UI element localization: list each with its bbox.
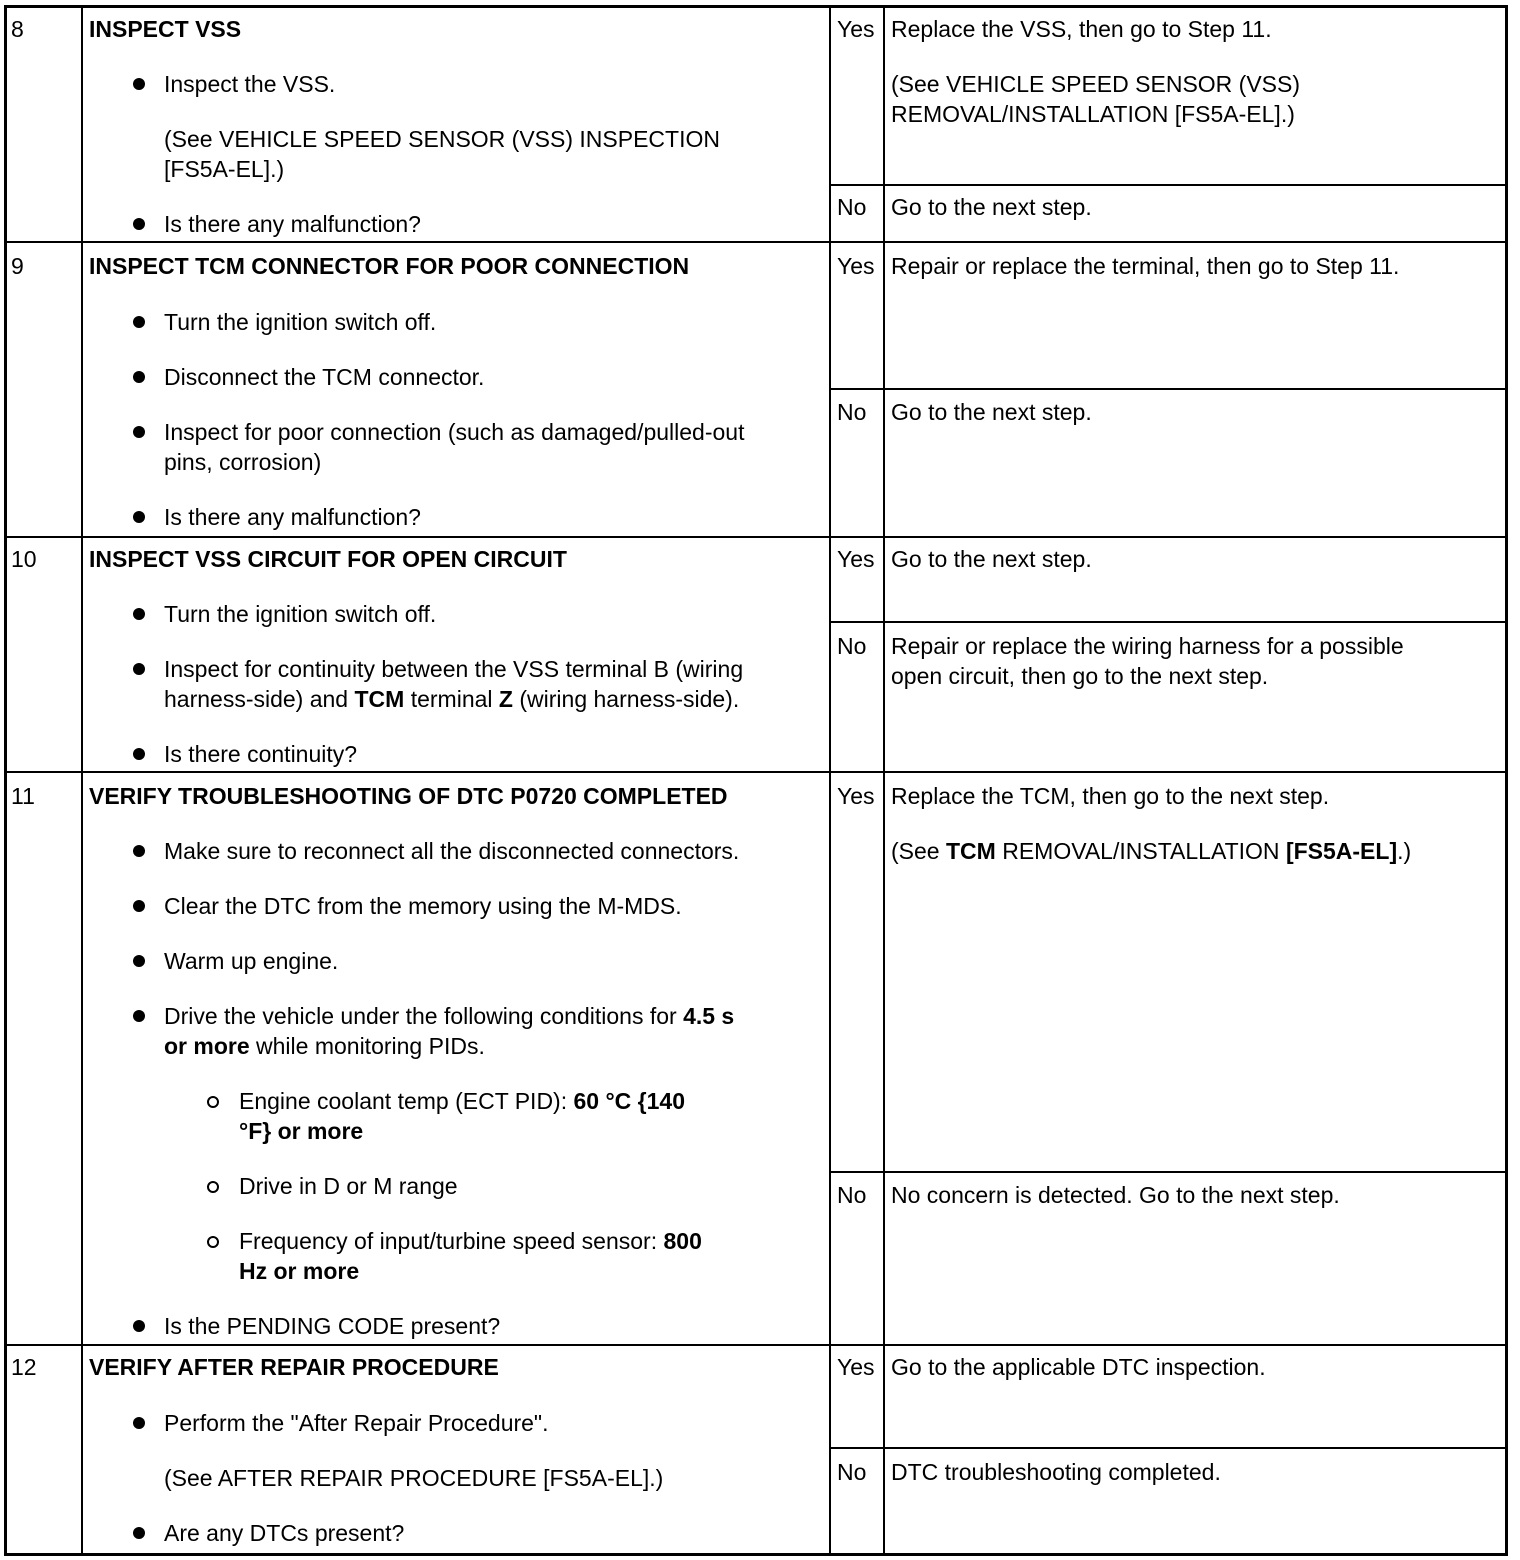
yes-reference-cont: REMOVAL/INSTALLATION [FS5A-EL].) bbox=[891, 101, 1295, 127]
sub-bullet: Frequency of input/turbine speed sensor: 800 bbox=[239, 1228, 702, 1254]
row-divider bbox=[4, 536, 1508, 538]
sub-bullet-cont: Hz or more bbox=[239, 1258, 360, 1284]
step-bullet: Clear the DTC from the memory using the M-MDS. bbox=[164, 893, 682, 919]
step-bullet: Inspect for continuity between the VSS terminal B (wiring bbox=[164, 656, 744, 682]
no-label: No bbox=[837, 399, 867, 425]
no-label: No bbox=[837, 633, 867, 659]
bullet-icon bbox=[133, 1417, 145, 1429]
no-label: No bbox=[837, 1459, 867, 1485]
step-bullet: Disconnect the TCM connector. bbox=[164, 364, 485, 390]
yes-label: Yes bbox=[837, 1354, 875, 1380]
sub-bullet-cont: °F} or more bbox=[239, 1118, 364, 1144]
yes-no-divider bbox=[829, 1171, 1508, 1173]
bullet-icon bbox=[133, 608, 145, 620]
step-bullet: Is there any malfunction? bbox=[164, 211, 421, 237]
step-title: INSPECT VSS CIRCUIT FOR OPEN CIRCUIT bbox=[89, 546, 567, 572]
row-divider bbox=[4, 241, 1508, 243]
step-title: VERIFY TROUBLESHOOTING OF DTC P0720 COMPLETED bbox=[89, 783, 728, 809]
step-number: 11 bbox=[11, 783, 35, 809]
step-bullet-cont: pins, corrosion) bbox=[164, 449, 322, 475]
step-number: 9 bbox=[11, 253, 24, 279]
yes-action: Go to the next step. bbox=[891, 546, 1092, 572]
step-bullet: Inspect for poor connection (such as damaged/pulled-out bbox=[164, 419, 745, 445]
yes-no-divider bbox=[829, 184, 1508, 186]
yes-action: Repair or replace the terminal, then go to Step 11. bbox=[891, 253, 1400, 279]
step-title: INSPECT TCM CONNECTOR FOR POOR CONNECTION bbox=[89, 253, 690, 279]
step-bullet: Perform the "After Repair Procedure". bbox=[164, 1410, 549, 1436]
yes-action: Go to the applicable DTC inspection. bbox=[891, 1354, 1266, 1380]
column-divider bbox=[829, 5, 831, 1556]
step-bullet: Are any DTCs present? bbox=[164, 1520, 405, 1546]
step-bullet: Turn the ignition switch off. bbox=[164, 309, 437, 335]
bullet-icon bbox=[133, 1010, 145, 1022]
bullet-icon bbox=[133, 663, 145, 675]
step-bullet-cont: or more while monitoring PIDs. bbox=[164, 1033, 485, 1059]
yes-no-divider bbox=[829, 621, 1508, 623]
bullet-icon bbox=[133, 78, 145, 90]
step-bullet: Make sure to reconnect all the disconnected connectors. bbox=[164, 838, 740, 864]
yes-label: Yes bbox=[837, 16, 875, 42]
row-divider bbox=[4, 771, 1508, 773]
bullet-icon bbox=[133, 900, 145, 912]
no-action: Go to the next step. bbox=[891, 399, 1092, 425]
step-title: VERIFY AFTER REPAIR PROCEDURE bbox=[89, 1354, 499, 1380]
bullet-icon bbox=[133, 955, 145, 967]
column-divider bbox=[883, 5, 885, 1556]
yes-label: Yes bbox=[837, 253, 875, 279]
yes-reference: (See VEHICLE SPEED SENSOR (VSS) bbox=[891, 71, 1301, 97]
step-title: INSPECT VSS bbox=[89, 16, 242, 42]
yes-label: Yes bbox=[837, 546, 875, 572]
bullet-icon bbox=[133, 845, 145, 857]
yes-label: Yes bbox=[837, 783, 875, 809]
bullet-icon bbox=[133, 511, 145, 523]
step-number: 10 bbox=[11, 546, 37, 572]
column-divider bbox=[81, 5, 83, 1556]
no-action: Go to the next step. bbox=[891, 194, 1092, 220]
sub-bullet-icon bbox=[207, 1096, 219, 1108]
yes-no-divider bbox=[829, 1447, 1508, 1449]
no-label: No bbox=[837, 1182, 867, 1208]
reference-note: (See AFTER REPAIR PROCEDURE [FS5A-EL].) bbox=[164, 1465, 664, 1491]
sub-bullet-icon bbox=[207, 1181, 219, 1193]
bullet-icon bbox=[133, 426, 145, 438]
bullet-icon bbox=[133, 316, 145, 328]
step-bullet: Drive the vehicle under the following conditions for 4.5 s bbox=[164, 1003, 735, 1029]
step-number: 12 bbox=[11, 1354, 37, 1380]
bullet-icon bbox=[133, 1320, 145, 1332]
no-action: No concern is detected. Go to the next step. bbox=[891, 1182, 1340, 1208]
no-action: Repair or replace the wiring harness for a possible bbox=[891, 633, 1404, 659]
bullet-icon bbox=[133, 371, 145, 383]
step-bullet: Is there any malfunction? bbox=[164, 504, 421, 530]
row-divider bbox=[4, 1344, 1508, 1346]
reference-note-cont: [FS5A-EL].) bbox=[164, 156, 285, 182]
sub-bullet: Engine coolant temp (ECT PID): 60 °C {140 bbox=[239, 1088, 685, 1114]
yes-action: Replace the TCM, then go to the next step. bbox=[891, 783, 1330, 809]
step-bullet: Is there continuity? bbox=[164, 741, 358, 767]
step-bullet-cont: harness-side) and TCM terminal Z (wiring harness-side). bbox=[164, 686, 740, 712]
yes-action: Replace the VSS, then go to Step 11. bbox=[891, 16, 1272, 42]
step-bullet: Is the PENDING CODE present? bbox=[164, 1313, 501, 1339]
yes-no-divider bbox=[829, 388, 1508, 390]
sub-bullet: Drive in D or M range bbox=[239, 1173, 458, 1199]
sub-bullet-icon bbox=[207, 1236, 219, 1248]
reference-note: (See VEHICLE SPEED SENSOR (VSS) INSPECTION bbox=[164, 126, 720, 152]
no-action: DTC troubleshooting completed. bbox=[891, 1459, 1221, 1485]
step-bullet: Turn the ignition switch off. bbox=[164, 601, 437, 627]
no-action-cont: open circuit, then go to the next step. bbox=[891, 663, 1269, 689]
bullet-icon bbox=[133, 1527, 145, 1539]
step-number: 8 bbox=[11, 16, 24, 42]
step-bullet: Inspect the VSS. bbox=[164, 71, 336, 97]
bullet-icon bbox=[133, 218, 145, 230]
yes-reference: (See TCM REMOVAL/INSTALLATION [FS5A-EL].) bbox=[891, 838, 1412, 864]
step-bullet: Warm up engine. bbox=[164, 948, 339, 974]
no-label: No bbox=[837, 194, 867, 220]
bullet-icon bbox=[133, 748, 145, 760]
